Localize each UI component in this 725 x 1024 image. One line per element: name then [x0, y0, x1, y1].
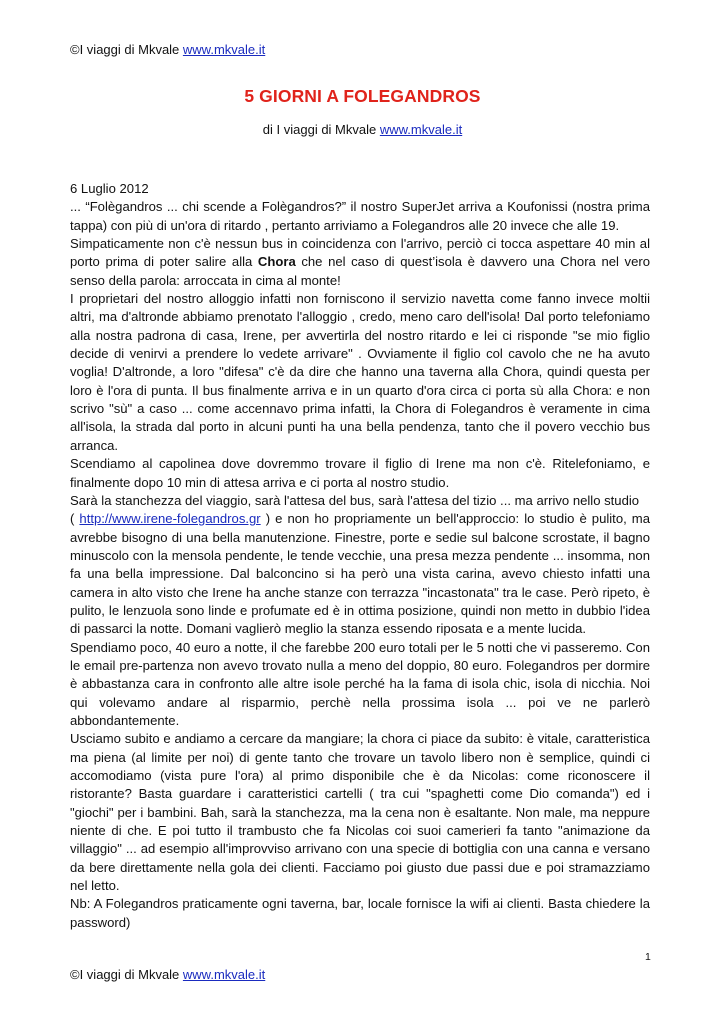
paragraph-4: Scendiamo al capolinea dove dovremmo trovare il figlio di Irene ma non c'è. Ritelefoniamo, e finalmente dopo 10 min di attesa arriva e ci porta al nostro studio. [70, 456, 650, 490]
paragraph-2-text-b: che nel caso di quest’isola è davvero una Chora nel vero senso della parola: arroccata in cima al monte! [70, 254, 650, 288]
paragraph-6: Spendiamo poco, 40 euro a notte, il che farebbe 200 euro totali per le 5 notti che vi passeremo. Con le email pre-partenza non avevo trovato nulla a meno del doppio, 80 euro. Folegandros per dormire è abbastanza cara in confronto alle altre isole perché ha la fama di isola chic, isola di nicchia. Noi qui volevamo andare al risparmio, perchè nella prossima isola ... poi ve ne parlerò abbondantemente. [70, 639, 650, 728]
footer-link[interactable]: www.mkvale.it [182, 967, 266, 982]
paragraph-2 [70, 235, 650, 290]
paragraph-5-rest: ) e non ho propriamente un bell'approccio: lo studio è pulito, ma avrebbe bisogno di una bella manutenzione. Finestre, porte e sedie sul balcone scrostate, il bagno minuscolo con la mensola pendente, le tende vecchie, una presa mezza pendente ... insomma, non fa una bella impressione. Dal balconcino si ha però una vista carina, avevo chiesto infatti una camera in alto visto che Irene ha anche stanze con terrazza "incastonata" tra le case. Però ripeto, è pulito, le lenzuola sono linde e profumate ed è in ottima posizione, quindi non metto in dubbio l'idea di passarci la notte. Domani vaglierò meglio la stanza essendo riposata e a mente lucida. [70, 511, 650, 637]
paragraph-8: Nb: A Folegandros praticamente ogni taverna, bar, locale fornisce la wifi ai clienti. Basta chiedere la password) [70, 896, 650, 930]
paragraph-7: Usciamo subito e andiamo a cercare da mangiare; la chora ci piace da subito: è vitale, caratteristica ma piena (al limite per noi) di gente tanto che trovare un tavolo libero non è semplice, quindi ci accomodiamo (vista pure l'ora) al primo disponibile che è da Nicolas: come riconoscere il ristorante? Basta guardare i caratteristici cartelli ( tra cui "spaghetti come Dio comanda") ed i "giochi" per i bambini. Bah, sarà la stanchezza, ma la cena non è esaltante. Non male, ma neppure niente di che. E poi tutto il trambusto che fa Nicolas coi suoi camerieri fa tanto "animazione da villaggio" ... ad esempio all'improvviso arrivano con una specie di bottiglia con una canna e versano da bere direttamente nella gola dei clienti. Facciamo poi giusto due passi due e poi stramazziamo nel letto. [70, 731, 650, 894]
paragraph-5 [70, 492, 650, 639]
footer-text: ©I viaggi di Mkvale [70, 967, 183, 982]
paragraph-1: ... “Folègandros ... chi scende a Folègandros?” il nostro SuperJet arriva a Koufonissi (nostra prima tappa) con più di un'ora di ritardo , pertanto arriviamo a Folegandros alle 20 invece che alle 19. [70, 199, 650, 233]
page-number: 1 [645, 951, 651, 963]
paragraph-5-open: ( [70, 511, 80, 527]
document-body [70, 180, 650, 932]
page-header [70, 42, 265, 57]
chora-bold: Chora [257, 254, 296, 270]
document-title: 5 GIORNI A FOLEGANDROS [244, 86, 481, 106]
byline [0, 122, 725, 137]
paragraph-3: I proprietari del nostro alloggio infatti non forniscono il servizio navetta come fanno invece moltii altri, ma d'altronde abbiamo prenotato l'alloggio , credo, meno caro dell'isola! Dal porto telefoniamo alla nostra padrona di casa, Irene, per avvertirla del nostro ritardo e lei ci risponde "se mio figlio decide di venirvi a prendere lo vedete arrivare" . Ovviamente il figlio col cavolo che ne ha avuto voglia! D'altronde, a loro "difesa" c'è da dire che hanno una taverna alla Chora, quindi questa per loro è l'ora di punta. Il bus finalmente arriva e in un quarto d'ora circa ci porta sù alla Chora: e non scrivo "sù" a caso ... come accennavo prima infatti, la Chora di Folegandros è veramente in cima all'isola, la strada dal porto in alcuni punti ha una bella pendenza, tanto che il povero vecchio bus arranca. [70, 291, 650, 453]
header-text: ©I viaggi di Mkvale [70, 42, 183, 57]
paragraph-2-text-a: Simpaticamente non c'è nessun bus in coincidenza con l'arrivo, perciò ci tocca aspettare 40 min al porto prima di poter salire alla [70, 236, 650, 270]
header-link[interactable]: www.mkvale.it [182, 42, 266, 57]
byline-text: di I viaggi di Mkvale [262, 122, 380, 137]
page-footer [70, 967, 265, 982]
date: 6 Luglio 2012 [70, 181, 149, 196]
irene-link[interactable]: http://www.irene-folegandros.gr [79, 511, 261, 527]
paragraph-5-intro: Sarà la stanchezza del viaggio, sarà l'attesa del bus, sarà l'attesa del tizio ... ma arrivo nello studio [70, 492, 640, 508]
byline-link[interactable]: www.mkvale.it [379, 122, 463, 137]
